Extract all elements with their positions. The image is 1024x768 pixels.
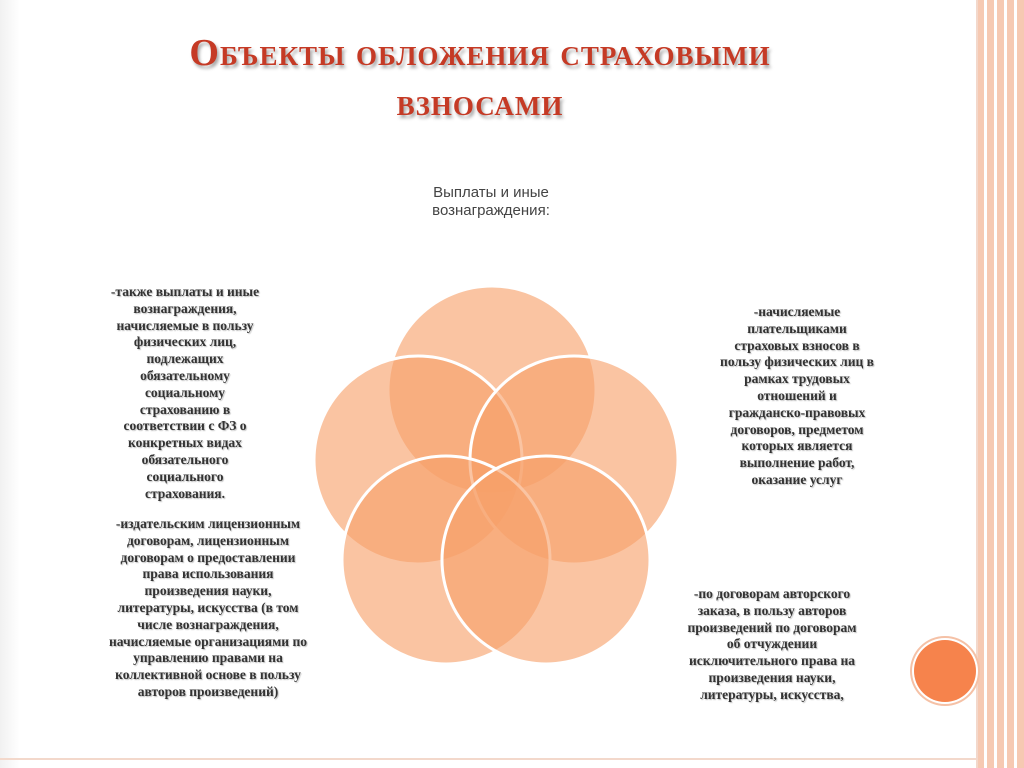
circle-group	[314, 286, 678, 664]
accent-dot	[914, 640, 976, 702]
item-text-bottom-left: -издательским лицензионным договорам, лицензионным договорам о предоставлении права использования произведения науки, литературы, искусства (в том числе вознаграждения, начисляемые организациями по управлению правами на коллективной основе в пользу авторов произведений)	[109, 516, 307, 699]
title-line-1: Объекты обложения страховыми	[189, 32, 771, 74]
item-text-top-left: -также выплаты и иные вознаграждения, начисляемые в пользу физических лиц, подлежащих обязательному социальному страхованию в соответствии с ФЗ о конкретных видах обязательного социального страхования.	[110, 284, 260, 501]
title-line-2: взносами	[396, 82, 564, 124]
item-text-right: -начисляемые плательщиками страховых взносов в пользу физических лиц в рамках трудовых отношений и гражданско-правовых договоров, предметом которых является выполнение работ, оказание услуг	[720, 304, 874, 487]
item-text-bottom-right: -по договорам авторского заказа, в пользу авторов произведений по договорам об отчуждении исключительного права на произведения науки, литературы, искусства,	[687, 586, 857, 702]
circle-bottom-right	[442, 456, 650, 664]
center-label: Выплаты и иные вознаграждения:	[432, 184, 550, 219]
